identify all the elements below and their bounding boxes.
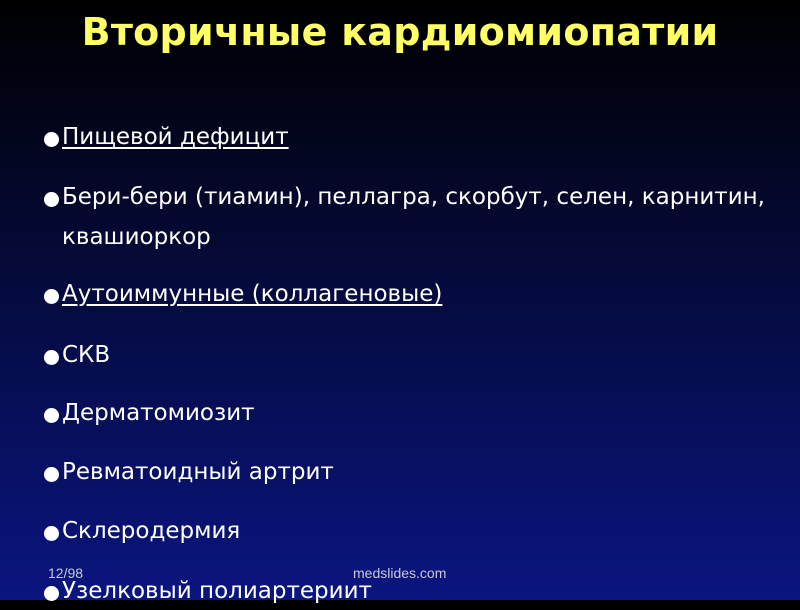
bullet-text: квашиоркор [62,224,211,250]
bullet-text: Пищевой дефицит [62,124,289,150]
source-label: medslides.com [353,565,447,581]
bullet-text: Узелковый полиартериит [62,578,372,604]
slide-title: Вторичные кардиомиопатии [81,10,719,54]
bullet-item [44,336,774,374]
bullet-dot-icon [44,408,59,423]
bullet-dot-icon [44,350,59,365]
bullet-item-continuation [44,218,774,256]
bullet-item [44,275,774,313]
bullet-text: Склеродермия [62,518,241,544]
bullet-item [44,394,774,432]
bullet-dot-icon [44,289,59,304]
bullet-text: Аутоиммунные (коллагеновые) [62,281,443,307]
bullet-text: Дерматомиозит [62,400,255,426]
slide-number: 12/98 [48,565,84,581]
bullet-dot-icon [44,192,59,207]
bullet-item [44,178,774,216]
bullet-item [44,512,774,550]
bullet-dot-icon [44,586,59,601]
bullet-text: Бери-бери (тиамин), пеллагра, скорбут, селен, карнитин, [62,184,765,210]
bullet-item [44,118,774,156]
bullet-dot-icon [44,132,59,147]
bullet-text: Ревматоидный артрит [62,459,334,485]
bullet-dot-icon [44,526,59,541]
bullet-item [44,453,774,491]
bullet-dot-icon [44,467,59,482]
bullet-text: СКВ [62,342,111,368]
